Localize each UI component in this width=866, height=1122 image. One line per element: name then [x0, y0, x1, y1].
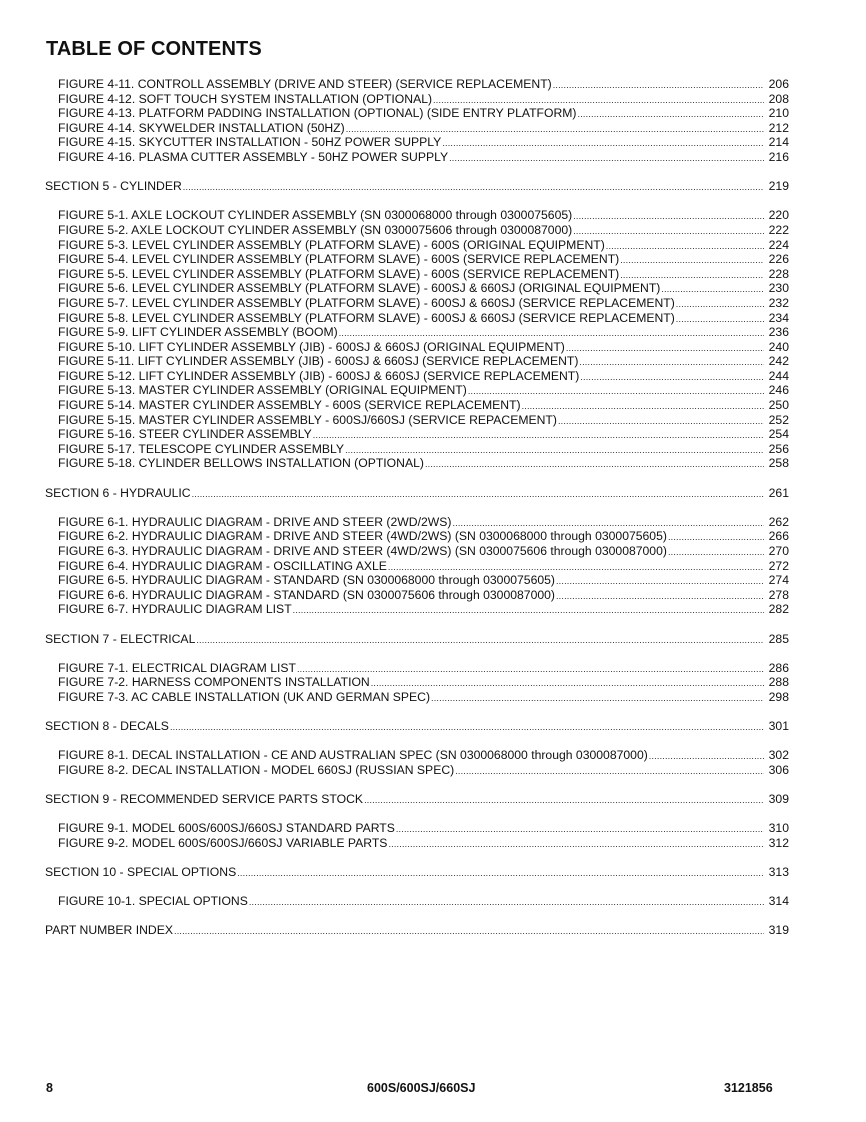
toc-figure-entry[interactable]: [0, 121, 866, 136]
toc-figure-entry[interactable]: [0, 515, 866, 530]
toc-figure-entry[interactable]: [0, 325, 866, 340]
dot-leader: [522, 399, 764, 414]
toc-entry-label: FIGURE 10-1. SPECIAL OPTIONS: [58, 894, 248, 909]
toc-entry-page: 274: [768, 573, 789, 588]
dot-leader: [293, 603, 764, 618]
toc-entry-label: FIGURE 6-7. HYDRAULIC DIAGRAM LIST: [58, 602, 292, 617]
toc-figure-entry[interactable]: [0, 150, 866, 165]
toc-figure-entry[interactable]: [0, 413, 866, 428]
dot-leader: [676, 312, 764, 327]
toc-entry-page: 214: [768, 135, 789, 150]
toc-entry-page: 219: [768, 179, 789, 194]
dot-leader: [431, 691, 764, 706]
toc-section-entry[interactable]: [0, 923, 866, 938]
toc-figure-entry[interactable]: [0, 135, 866, 150]
dot-leader: [433, 93, 764, 108]
toc-entry-label: FIGURE 5-12. LIFT CYLINDER ASSEMBLY (JIB) - 600SJ & 660SJ (SERVICE REPLACEMENT): [58, 368, 580, 383]
toc-spacer: [0, 909, 866, 924]
toc-entry-page: 210: [768, 106, 789, 121]
toc-entry-page: 250: [768, 398, 789, 413]
dot-leader: [345, 443, 764, 458]
dot-leader: [174, 924, 764, 939]
dot-leader: [620, 253, 764, 268]
toc-entry-label: FIGURE 5-15. MASTER CYLINDER ASSEMBLY - 600SJ/660SJ (SERVICE REPACEMENT): [58, 412, 557, 427]
toc-figure-entry[interactable]: [0, 559, 866, 574]
toc-entry-page: 256: [768, 441, 789, 456]
toc-figure-entry[interactable]: [0, 77, 866, 92]
dot-leader: [649, 749, 764, 764]
toc-figure-entry[interactable]: [0, 252, 866, 267]
dot-leader: [676, 297, 764, 312]
dot-leader: [396, 822, 764, 837]
dot-leader: [449, 151, 764, 166]
toc-section-entry[interactable]: [0, 865, 866, 880]
toc-entry-page: 230: [768, 281, 789, 296]
footer-model: 600S/600SJ/660SJ: [367, 1081, 476, 1095]
toc-entry-page: 298: [768, 689, 789, 704]
toc-entry-label: SECTION 10 - SPECIAL OPTIONS: [45, 865, 237, 880]
toc-entry-label: FIGURE 5-10. LIFT CYLINDER ASSEMBLY (JIB) - 600SJ & 660SJ (ORIGINAL EQUIPMENT): [58, 339, 565, 354]
toc-figure-entry[interactable]: [0, 281, 866, 296]
toc-figure-entry[interactable]: [0, 748, 866, 763]
toc-entry-label: FIGURE 4-15. SKYCUTTER INSTALLATION - 50HZ POWER SUPPLY: [58, 135, 442, 150]
toc-entry-label: SECTION 6 - HYDRAULIC: [45, 485, 191, 500]
toc-entry-page: 266: [768, 529, 789, 544]
toc-section-entry[interactable]: [0, 792, 866, 807]
toc-figure-entry[interactable]: [0, 821, 866, 836]
toc-entry-label: FIGURE 9-2. MODEL 600S/600SJ/660SJ VARIABLE PARTS: [58, 835, 388, 850]
toc-figure-entry[interactable]: [0, 675, 866, 690]
toc-entry-label: SECTION 9 - RECOMMENDED SERVICE PARTS STOCK: [45, 792, 364, 807]
toc-figure-entry[interactable]: [0, 588, 866, 603]
toc-entry-label: FIGURE 5-2. AXLE LOCKOUT CYLINDER ASSEMBLY (SN 0300075606 through 0300087000): [58, 222, 573, 237]
toc-spacer: [0, 778, 866, 793]
dot-leader: [606, 239, 764, 254]
toc-entry-page: 302: [768, 748, 789, 763]
toc-spacer: [0, 850, 866, 865]
toc-entry-page: 216: [768, 149, 789, 164]
toc-spacer: [0, 617, 866, 632]
toc-entry-page: 254: [768, 427, 789, 442]
toc-figure-entry[interactable]: [0, 311, 866, 326]
toc-entry-label: FIGURE 4-13. PLATFORM PADDING INSTALLATION (OPTIONAL) (SIDE ENTRY PLATFORM): [58, 106, 577, 121]
toc-entry-page: 208: [768, 91, 789, 106]
toc-entry-page: 246: [768, 383, 789, 398]
toc-entry-page: 234: [768, 310, 789, 325]
dot-leader: [388, 560, 764, 575]
toc-figure-entry[interactable]: [0, 340, 866, 355]
dot-leader: [580, 370, 764, 385]
footer-doc-number: 3121856: [724, 1081, 773, 1095]
toc-entry-label: FIGURE 5-4. LEVEL CYLINDER ASSEMBLY (PLATFORM SLAVE) - 600S (SERVICE REPLACEMENT): [58, 252, 620, 267]
table-of-contents: [0, 77, 866, 938]
toc-group: [0, 778, 866, 851]
toc-figure-entry[interactable]: [0, 354, 866, 369]
toc-entry-page: 220: [768, 208, 789, 223]
toc-entry-label: FIGURE 5-1. AXLE LOCKOUT CYLINDER ASSEMBLY (SN 0300068000 through 0300075605): [58, 208, 573, 223]
toc-entry-label: FIGURE 5-8. LEVEL CYLINDER ASSEMBLY (PLATFORM SLAVE) - 600SJ & 660SJ (SERVICE REPLACEMENT): [58, 310, 675, 325]
toc-figure-entry[interactable]: [0, 442, 866, 457]
dot-leader: [237, 866, 764, 881]
toc-spacer: [0, 165, 866, 180]
toc-entry-label: FIGURE 4-11. CONTROLL ASSEMBLY (DRIVE AND STEER) (SERVICE REPLACEMENT): [58, 77, 552, 91]
toc-entry-page: 206: [768, 77, 789, 91]
toc-section-entry[interactable]: [0, 179, 866, 194]
toc-figure-entry[interactable]: [0, 427, 866, 442]
toc-figure-entry[interactable]: [0, 369, 866, 384]
toc-entry-page: 224: [768, 237, 789, 252]
toc-entry-label: FIGURE 7-1. ELECTRICAL DIAGRAM LIST: [58, 660, 296, 675]
toc-entry-page: 236: [768, 325, 789, 340]
dot-leader: [558, 414, 764, 429]
toc-entry-label: FIGURE 4-14. SKYWELDER INSTALLATION (50HZ): [58, 120, 345, 135]
dot-leader: [452, 516, 764, 531]
toc-entry-label: FIGURE 6-2. HYDRAULIC DIAGRAM - DRIVE AND STEER (4WD/2WS) (SN 0300068000 through 0300075605): [58, 529, 667, 544]
toc-figure-entry[interactable]: [0, 106, 866, 121]
toc-figure-entry[interactable]: [0, 763, 866, 778]
toc-entry-page: 240: [768, 339, 789, 354]
toc-figure-entry[interactable]: [0, 529, 866, 544]
dot-leader: [249, 895, 764, 910]
toc-figure-entry[interactable]: [0, 238, 866, 253]
toc-entry-label: FIGURE 6-5. HYDRAULIC DIAGRAM - STANDARD (SN 0300068000 through 0300075605): [58, 573, 555, 588]
toc-spacer: [0, 646, 866, 661]
toc-entry-page: 252: [768, 412, 789, 427]
toc-entry-page: 226: [768, 252, 789, 267]
toc-figure-entry[interactable]: [0, 690, 866, 705]
toc-entry-page: 319: [768, 923, 789, 938]
toc-entry-label: FIGURE 5-9. LIFT CYLINDER ASSEMBLY (BOOM): [58, 325, 338, 340]
toc-entry-label: FIGURE 5-18. CYLINDER BELLOWS INSTALLATION (OPTIONAL): [58, 456, 424, 471]
toc-entry-page: 282: [768, 602, 789, 617]
toc-entry-page: 212: [768, 120, 789, 135]
toc-figure-entry[interactable]: [0, 296, 866, 311]
toc-figure-entry[interactable]: [0, 894, 866, 909]
toc-entry-page: 313: [768, 865, 789, 880]
dot-leader: [573, 224, 764, 239]
toc-entry-page: 272: [768, 558, 789, 573]
toc-group: [0, 617, 866, 705]
toc-entry-label: FIGURE 9-1. MODEL 600S/600SJ/660SJ STANDARD PARTS: [58, 821, 395, 836]
toc-entry-page: 278: [768, 587, 789, 602]
dot-leader: [388, 837, 764, 852]
footer-page-number: 8: [46, 1081, 53, 1095]
toc-entry-label: FIGURE 5-13. MASTER CYLINDER ASSEMBLY (ORIGINAL EQUIPMENT): [58, 383, 467, 398]
toc-entry-label: FIGURE 5-16. STEER CYLINDER ASSEMBLY: [58, 427, 312, 442]
toc-figure-entry[interactable]: [0, 836, 866, 851]
toc-spacer: [0, 705, 866, 720]
toc-entry-label: SECTION 7 - ELECTRICAL: [45, 631, 196, 646]
toc-figure-entry[interactable]: [0, 456, 866, 471]
dot-leader: [556, 574, 764, 589]
toc-entry-label: SECTION 5 - CYLINDER: [45, 179, 182, 194]
dot-leader: [578, 107, 765, 122]
toc-entry-label: FIGURE 5-11. LIFT CYLINDER ASSEMBLY (JIB) - 600SJ & 660SJ (SERVICE REPLACEMENT): [58, 354, 579, 369]
toc-group: [0, 705, 866, 778]
toc-figure-entry[interactable]: [0, 208, 866, 223]
dot-leader: [346, 122, 764, 137]
toc-spacer: [0, 471, 866, 486]
toc-entry-page: 258: [768, 456, 789, 471]
toc-entry-label: FIGURE 5-17. TELESCOPE CYLINDER ASSEMBLY: [58, 441, 345, 456]
dot-leader: [297, 662, 764, 677]
toc-entry-page: 309: [768, 792, 789, 807]
toc-entry-label: FIGURE 8-1. DECAL INSTALLATION - CE AND AUSTRALIAN SPEC (SN 0300068000 through 0300087000): [58, 748, 648, 763]
toc-entry-label: FIGURE 6-4. HYDRAULIC DIAGRAM - OSCILLATING AXLE: [58, 558, 387, 573]
toc-entry-page: 306: [768, 762, 789, 777]
dot-leader: [556, 589, 764, 604]
toc-figure-entry[interactable]: [0, 544, 866, 559]
toc-entry-page: 314: [768, 894, 789, 909]
toc-group: [0, 77, 866, 165]
toc-figure-entry[interactable]: [0, 573, 866, 588]
toc-entry-label: FIGURE 5-6. LEVEL CYLINDER ASSEMBLY (PLATFORM SLAVE) - 600SJ & 660SJ (ORIGINAL EQUIPMENT): [58, 281, 661, 296]
toc-entry-label: FIGURE 8-2. DECAL INSTALLATION - MODEL 660SJ (RUSSIAN SPEC): [58, 762, 455, 777]
dot-leader: [573, 209, 764, 224]
toc-entry-page: 228: [768, 266, 789, 281]
dot-leader: [455, 764, 764, 779]
toc-spacer: [0, 500, 866, 515]
toc-entry-page: 312: [768, 835, 789, 850]
page-title: TABLE OF CONTENTS: [46, 38, 262, 60]
toc-entry-label: SECTION 8 - DECALS: [45, 719, 169, 734]
dot-leader: [183, 180, 764, 195]
toc-section-entry[interactable]: [0, 632, 866, 647]
toc-section-entry[interactable]: [0, 486, 866, 501]
toc-entry-page: 262: [768, 514, 789, 529]
toc-entry-page: 244: [768, 368, 789, 383]
toc-section-entry[interactable]: [0, 719, 866, 734]
toc-figure-entry[interactable]: [0, 383, 866, 398]
toc-figure-entry[interactable]: [0, 602, 866, 617]
toc-entry-page: 232: [768, 295, 789, 310]
dot-leader: [196, 633, 764, 648]
toc-entry-label: FIGURE 7-2. HARNESS COMPONENTS INSTALLATION: [58, 675, 370, 690]
toc-entry-page: 288: [768, 675, 789, 690]
toc-figure-entry[interactable]: [0, 223, 866, 238]
dot-leader: [442, 136, 764, 151]
dot-leader: [468, 384, 764, 399]
toc-entry-page: 285: [768, 631, 789, 646]
dot-leader: [661, 282, 764, 297]
dot-leader: [668, 530, 764, 545]
dot-leader: [170, 720, 764, 735]
dot-leader: [579, 355, 764, 370]
toc-entry-label: FIGURE 6-3. HYDRAULIC DIAGRAM - DRIVE AND STEER (4WD/2WS) (SN 0300075606 through 0300087000): [58, 544, 667, 558]
toc-entry-page: 222: [768, 222, 789, 237]
toc-entry-page: 261: [768, 485, 789, 500]
toc-figure-entry[interactable]: [0, 267, 866, 282]
toc-figure-entry[interactable]: [0, 92, 866, 107]
toc-figure-entry[interactable]: [0, 398, 866, 413]
toc-group: [0, 909, 866, 938]
toc-spacer: [0, 194, 866, 209]
toc-figure-entry[interactable]: [0, 661, 866, 676]
toc-entry-page: 310: [768, 821, 789, 836]
toc-spacer: [0, 734, 866, 749]
dot-leader: [313, 428, 764, 443]
toc-entry-label: FIGURE 5-7. LEVEL CYLINDER ASSEMBLY (PLATFORM SLAVE) - 600SJ & 660SJ (SERVICE REPLACEMENT): [58, 295, 675, 310]
dot-leader: [668, 545, 764, 560]
toc-entry-label: FIGURE 4-12. SOFT TOUCH SYSTEM INSTALLATION (OPTIONAL): [58, 91, 433, 106]
toc-entry-page: 270: [768, 544, 789, 558]
toc-entry-label: FIGURE 5-14. MASTER CYLINDER ASSEMBLY - 600S (SERVICE REPLACEMENT): [58, 398, 521, 413]
toc-entry-page: 301: [768, 719, 789, 734]
toc-entry-label: FIGURE 5-5. LEVEL CYLINDER ASSEMBLY (PLATFORM SLAVE) - 600S (SERVICE REPLACEMENT): [58, 266, 620, 281]
dot-leader: [371, 676, 764, 691]
toc-entry-label: FIGURE 6-6. HYDRAULIC DIAGRAM - STANDARD (SN 0300075606 through 0300087000): [58, 587, 555, 602]
toc-entry-label: FIGURE 4-16. PLASMA CUTTER ASSEMBLY - 50HZ POWER SUPPLY: [58, 149, 449, 164]
dot-leader: [553, 78, 764, 93]
dot-leader: [425, 457, 764, 472]
toc-entry-label: FIGURE 6-1. HYDRAULIC DIAGRAM - DRIVE AND STEER (2WD/2WS): [58, 514, 452, 529]
toc-spacer: [0, 880, 866, 895]
toc-entry-page: 286: [768, 660, 789, 675]
toc-entry-label: FIGURE 7-3. AC CABLE INSTALLATION (UK AND GERMAN SPEC): [58, 689, 431, 704]
toc-group: [0, 850, 866, 908]
dot-leader: [620, 268, 764, 283]
toc-spacer: [0, 807, 866, 822]
dot-leader: [364, 793, 764, 808]
toc-entry-label: PART NUMBER INDEX: [45, 923, 173, 938]
dot-leader: [192, 487, 764, 502]
toc-entry-label: FIGURE 5-3. LEVEL CYLINDER ASSEMBLY (PLATFORM SLAVE) - 600S (ORIGINAL EQUIPMENT): [58, 237, 605, 252]
toc-group: [0, 471, 866, 617]
toc-entry-page: 242: [768, 354, 789, 369]
toc-group: [0, 165, 866, 471]
dot-leader: [566, 341, 764, 356]
dot-leader: [339, 326, 764, 341]
